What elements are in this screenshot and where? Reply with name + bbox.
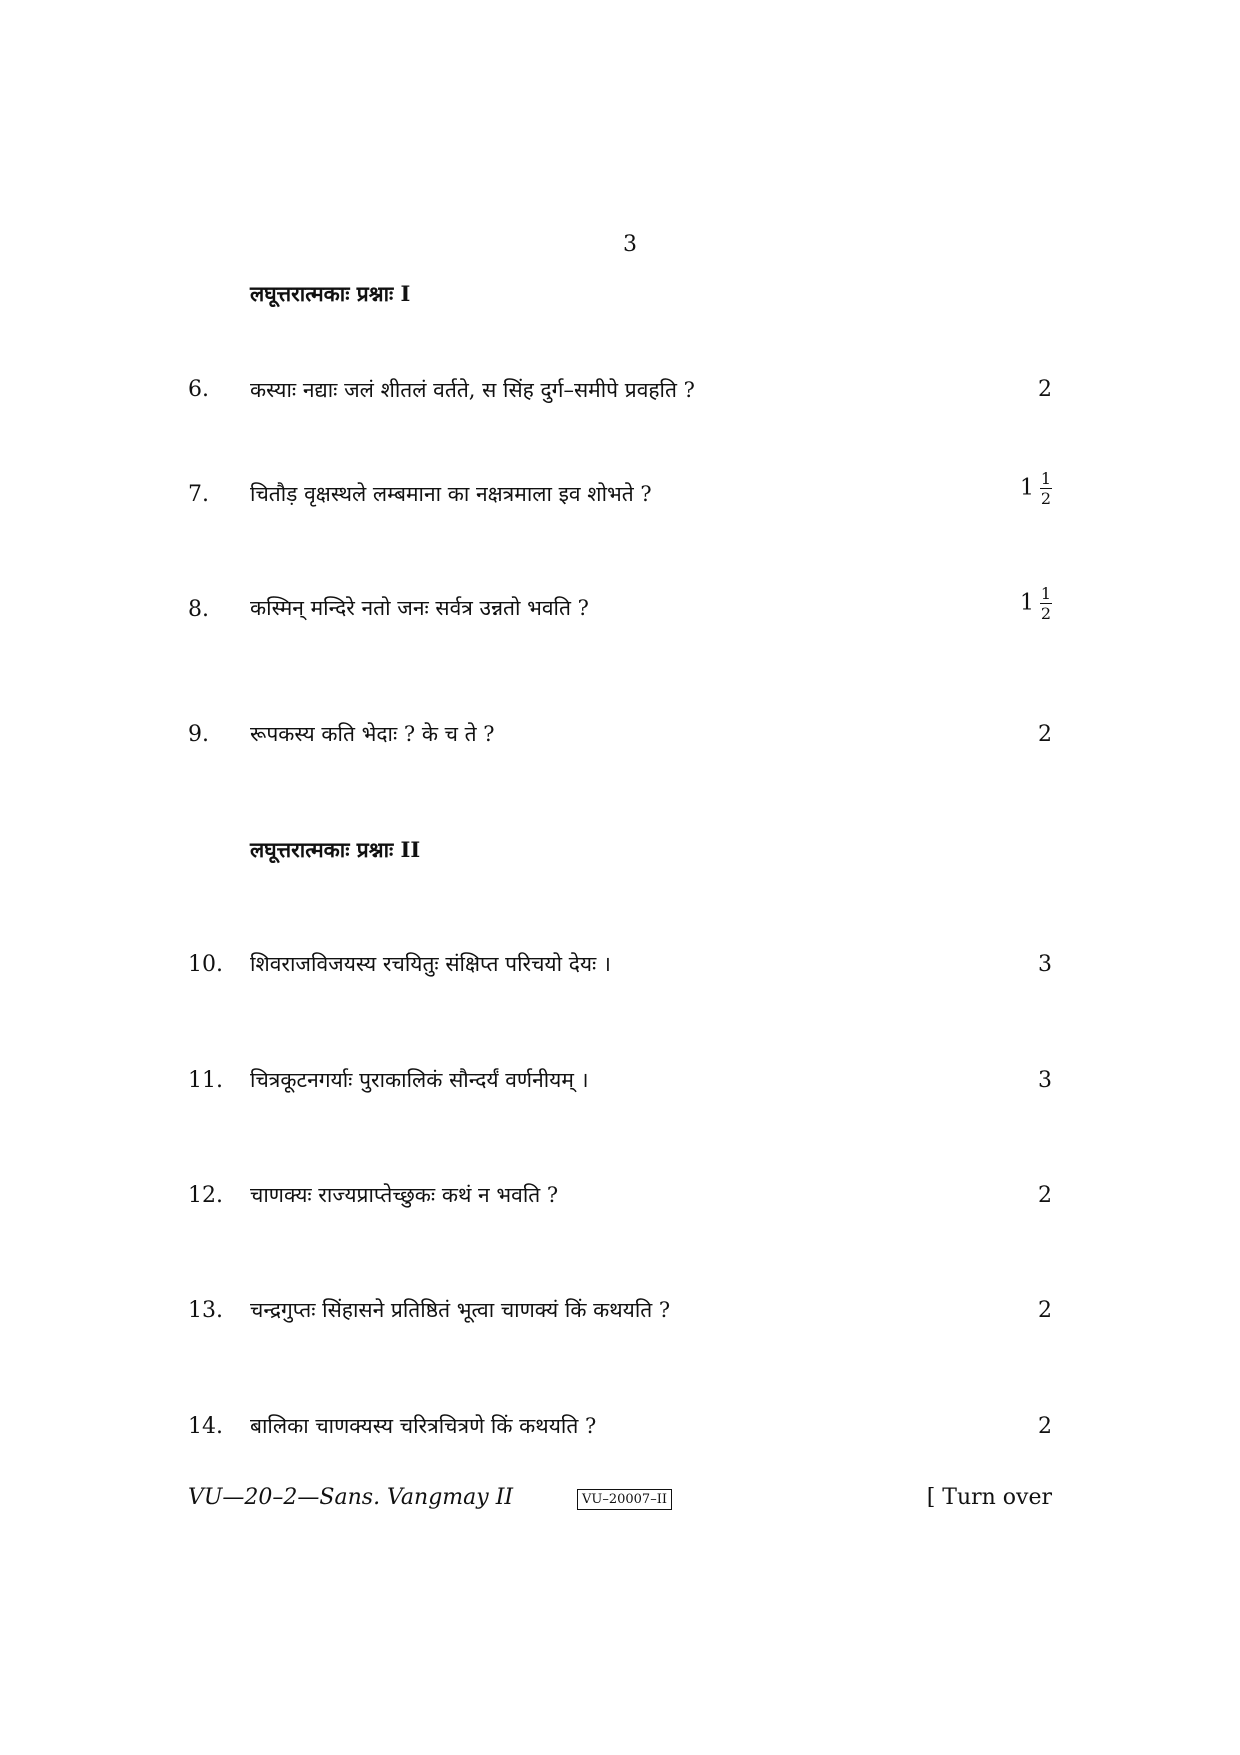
fraction-numerator: 1 <box>1040 469 1052 488</box>
footer-paper-code: VU—20–2—Sans. Vangmay II <box>188 1485 514 1510</box>
footer-turn-over: [ Turn over <box>926 1485 1052 1510</box>
question-marks: 2 <box>1038 1298 1052 1323</box>
question-text: कस्याः नद्याः जलं शीतलं वर्तते, स सिंह दुर्ग–समीपे प्रवहति ? <box>250 378 695 402</box>
section-heading-2: लघूत्तरात्मकाः प्रश्नाः II <box>250 837 421 862</box>
fraction-denominator: 2 <box>1040 604 1052 623</box>
question-marks: 3 <box>1038 1068 1052 1093</box>
question-text: चित्रकूटनगर्याः पुराकालिकं सौन्दर्यं वर्णनीयम् । <box>250 1068 589 1092</box>
question-text: चितौड़ वृक्षस्थले लम्बमाना का नक्षत्रमाला इव शोभते ? <box>250 482 652 506</box>
question-number: 9. <box>188 722 209 747</box>
section-heading-1: लघूत्तरात्मकाः प्रश्नाः I <box>250 281 411 306</box>
question-number: 6. <box>188 377 209 402</box>
question-text: शिवराजविजयस्य रचयितुः संक्षिप्त परिचयो देयः । <box>250 952 611 976</box>
marks-fraction <box>1040 470 1052 507</box>
question-number: 10. <box>188 952 223 977</box>
page-number: 3 <box>623 232 637 257</box>
question-number: 14. <box>188 1414 223 1439</box>
question-text: कस्मिन् मन्दिरे नतो जनः सर्वत्र उन्नतो भवति ? <box>250 596 589 620</box>
question-text: चाणक्यः राज्यप्राप्तेच्छुकः कथं न भवति ? <box>250 1183 559 1207</box>
question-number: 8. <box>188 597 209 622</box>
question-number: 12. <box>188 1183 223 1208</box>
fraction-numerator: 1 <box>1040 584 1052 603</box>
fraction-denominator: 2 <box>1040 489 1052 508</box>
marks-whole: 1 <box>1020 590 1034 616</box>
question-marks: 2 <box>1038 1414 1052 1439</box>
footer-box-code: VU–20007–II <box>577 1489 672 1510</box>
question-number: 11. <box>188 1068 223 1093</box>
marks-whole: 1 <box>1020 475 1034 501</box>
question-marks: 2 <box>1038 377 1052 402</box>
question-text: बालिका चाणक्यस्य चरित्रचित्रणे किं कथयति ? <box>250 1414 597 1438</box>
question-number: 7. <box>188 482 209 507</box>
question-marks: 2 <box>1038 722 1052 747</box>
question-marks <box>1020 585 1052 622</box>
question-number: 13. <box>188 1298 223 1323</box>
question-text: रूपकस्य कति भेदाः ? के च ते ? <box>250 722 495 746</box>
marks-fraction <box>1040 585 1052 622</box>
question-marks: 2 <box>1038 1183 1052 1208</box>
question-marks: 3 <box>1038 952 1052 977</box>
question-marks <box>1020 470 1052 507</box>
question-text: चन्द्रगुप्तः सिंहासने प्रतिष्ठितं भूत्वा चाणक्यं किं कथयति ? <box>250 1298 671 1322</box>
